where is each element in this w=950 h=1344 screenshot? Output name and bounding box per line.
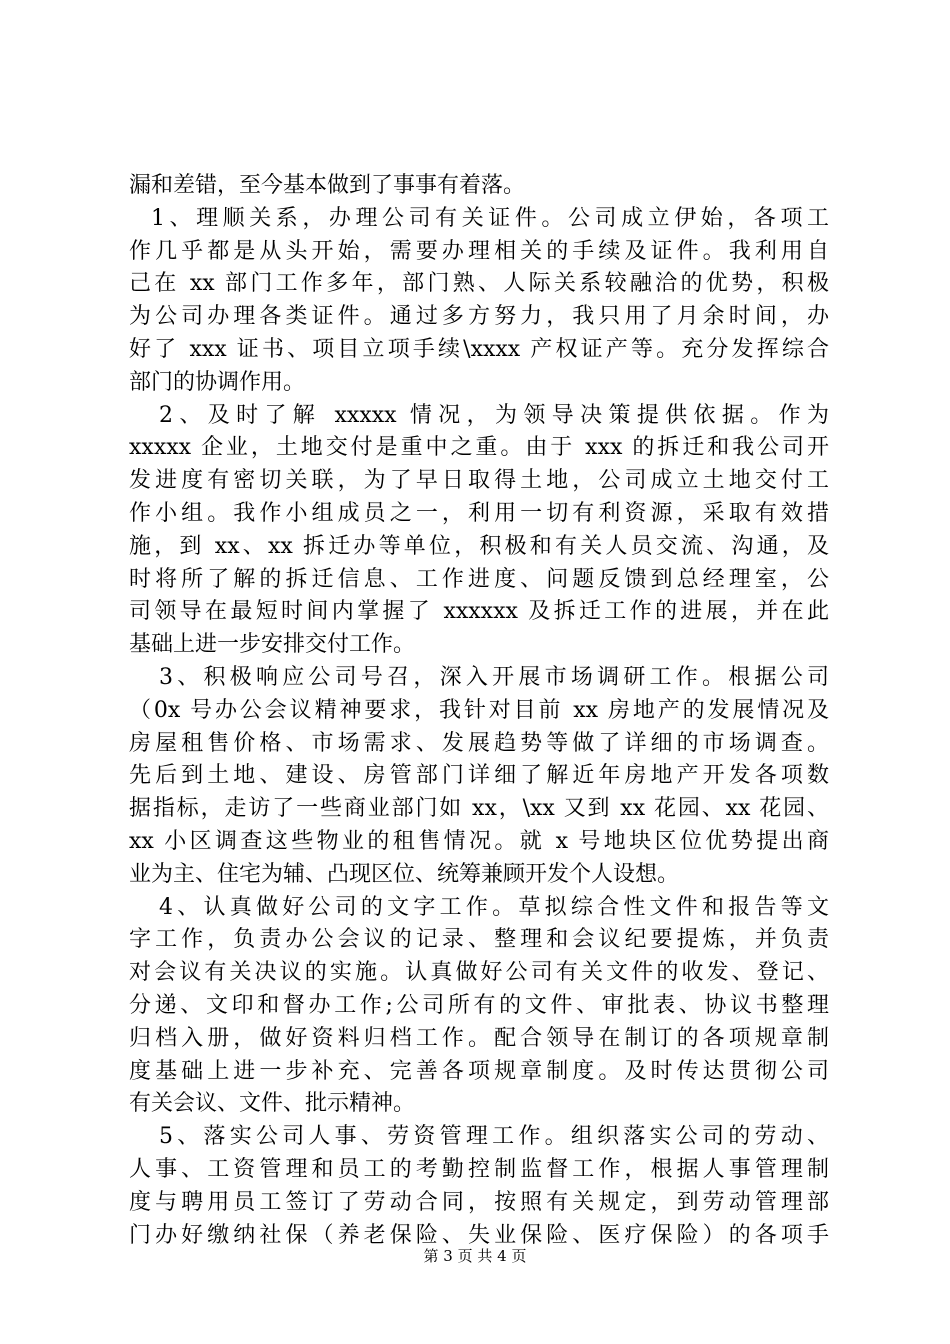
paragraph-1-start: 1、理顺关系，办理公司有关证件。公司成立伊始，各项工 — [151, 205, 829, 231]
page-number: 第 3 页 共 4 页 — [423, 1247, 527, 1265]
page-footer — [0, 1245, 950, 1266]
text-line: 度与聘用员工签订了劳动合同，按照有关规定，到劳动管理部 — [129, 1189, 829, 1215]
text-line: 漏和差错，至今基本做到了事事有着落。 — [129, 173, 526, 198]
paragraph-2-start: 2、及时了解 xxxxx 情况，为领导决策提供依据。作为 — [159, 402, 829, 428]
text-line: 作小组。我作小组成员之一，利用一切有利资源，采取有效措 — [129, 500, 829, 526]
text-line: 分递、文印和督办工作;公司所有的文件、审批表、协议书整理 — [129, 992, 829, 1018]
text-line: 部门的协调作用。 — [129, 369, 306, 395]
text-line: 对会议有关决议的实施。认真做好公司有关文件的收发、登记、 — [129, 960, 829, 986]
text-line: xx 小区调查这些物业的租售情况。就 x 号地块区位优势提出商 — [129, 828, 829, 854]
paragraph-5-start: 5、落实公司人事、劳资管理工作。组织落实公司的劳动、 — [159, 1124, 829, 1150]
text-line: 为公司办理各类证件。通过多方努力，我只用了月余时间，办 — [129, 304, 829, 330]
document-body — [129, 170, 829, 1252]
text-line: 房屋租售价格、市场需求、发展趋势等做了详细的市场调查。 — [129, 730, 829, 756]
text-line: 据指标，走访了一些商业部门如 xx，\xx 又到 xx 花园、xx 花园、 — [129, 796, 829, 822]
text-line: 人事、工资管理和员工的考勤控制监督工作，根据人事管理制 — [129, 1156, 829, 1182]
text-line: 门办好缴纳社保（养老保险、失业保险、医疗保险）的各项手 — [129, 1222, 829, 1248]
text-line: （0x 号办公会议精神要求，我针对目前 xx 房地产的发展情况及 — [129, 697, 829, 723]
text-line: 发进度有密切关联，为了早日取得土地，公司成立土地交付工 — [129, 468, 829, 494]
text-line: 己在 xx 部门工作多年，部门熟、人际关系较融洽的优势，积极 — [129, 271, 829, 297]
text-line: 时将所了解的拆迁信息、工作进度、问题反馈到总经理室，公 — [129, 566, 829, 592]
text-line: 作几乎都是从头开始，需要办理相关的手续及证件。我利用自 — [129, 238, 829, 264]
paragraph-3-start: 3、积极响应公司号召，深入开展市场调研工作。根据公司 — [159, 664, 829, 690]
text-line: 有关会议、文件、批示精神。 — [129, 1091, 416, 1117]
text-line: 司领导在最短时间内掌握了 xxxxxx 及拆迁工作的进展，并在此 — [129, 599, 829, 625]
text-line: 度基础上进一步补充、完善各项规章制度。及时传达贯彻公司 — [129, 1058, 829, 1084]
text-line: 业为主、住宅为辅、凸现区位、统筹兼顾开发个人设想。 — [129, 861, 680, 887]
text-line: 先后到土地、建设、房管部门详细了解近年房地产开发各项数 — [129, 763, 829, 789]
text-line: 好了 xxx 证书、项目立项手续\xxxx 产权证产等。充分发挥综合 — [129, 336, 829, 362]
text-line: 归档入册，做好资料归档工作。配合领导在制订的各项规章制 — [129, 1025, 829, 1051]
paragraph-4-start: 4、认真做好公司的文字工作。草拟综合性文件和报告等文 — [159, 894, 829, 920]
text-line: 施，到 xx、xx 拆迁办等单位，积极和有关人员交流、沟通，及 — [129, 533, 829, 559]
text-line: 基础上进一步安排交付工作。 — [129, 632, 416, 658]
text-line: xxxxx 企业，土地交付是重中之重。由于 xxx 的拆迁和我公司开 — [129, 435, 829, 461]
text-line: 字工作，负责办公会议的记录、整理和会议纪要提炼，并负责 — [129, 927, 829, 953]
